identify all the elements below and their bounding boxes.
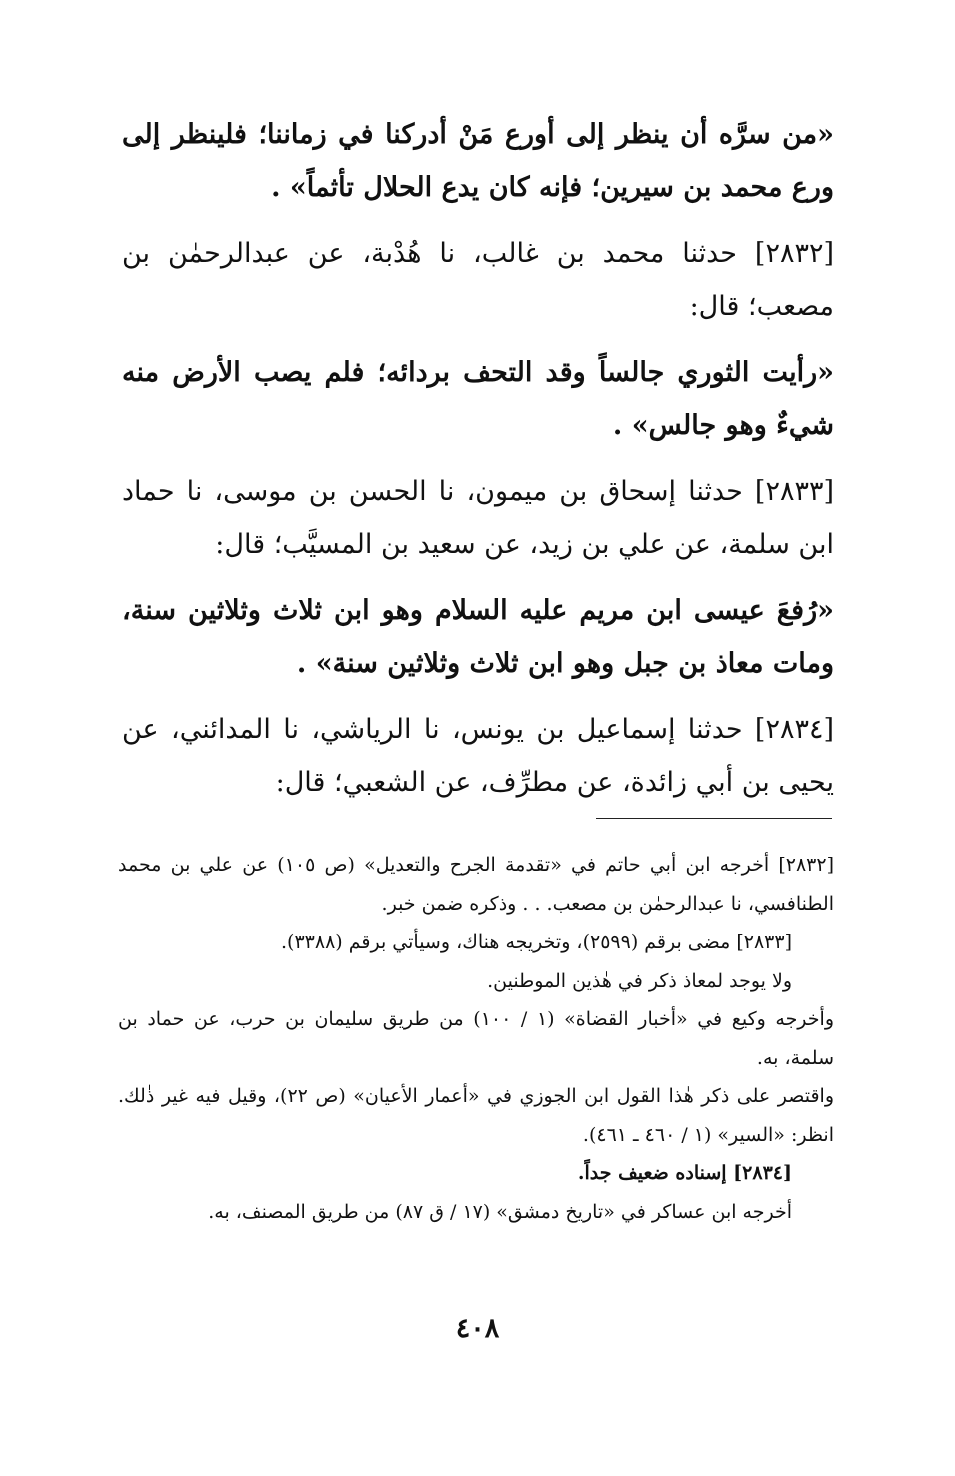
quote-paragraph: «رأيت الثوري جالساً وقد التحف بردائه؛ فلم يصب الأرض منه شيءٌ وهو جالس» . [122, 357, 834, 441]
footnote-2834: [٢٨٣٤] إسناده ضعيف جداً. [577, 1162, 792, 1184]
footnote-separator [596, 818, 832, 819]
footnote-2832: [٢٨٣٢] أخرجه ابن أبي حاتم في «تقدمة الجرح والتعديل» (ص ١٠٥) عن علي بن محمد الطنافسي، نا عبدالرحمٰن بن مصعب. . . وذكره ضمن خبر. [118, 854, 834, 915]
footnote-2833: [٢٨٣٣] مضى برقم (٢٥٩٩)، وتخريجه هناك، وسيأتي برقم (٣٣٨٨). [281, 931, 792, 953]
footnote-line: ولا يوجد لمعاذ ذكر في هٰذين الموطنين. [487, 969, 792, 992]
footnotes [118, 846, 834, 1231]
footnote-line: أخرجه ابن عساكر في «تاريخ دمشق» (١٧ / ق ٨٧) من طريق المصنف، به. [208, 1200, 792, 1223]
quote-paragraph: «رُفعَ عيسى ابن مريم عليه السلام وهو ابن ثلاث وثلاثين سنة، ومات معاذ بن جبل وهو ابن ثلاث وثلاثين سنة» . [122, 595, 834, 679]
footnote-line: وأخرجه وكيع في «أخبار القضاة» (١ / ١٠٠) من طريق سليمان بن حرب، عن حماد بن سلمة، به. [118, 1008, 834, 1069]
page-number: ٤٠٨ [455, 1313, 500, 1344]
main-text [122, 108, 834, 822]
narration-paragraph-2833: [٢٨٣٣] حدثنا إسحاق بن ميمون، نا الحسن بن موسى، نا حماد ابن سلمة، عن علي بن زيد، عن سعيد بن المسيَّب؛ قال: [122, 476, 834, 560]
narration-paragraph-2832: [٢٨٣٢] حدثنا محمد بن غالب، نا هُدْبة، عن عبدالرحمٰن بن مصعب؛ قال: [122, 238, 834, 322]
narration-paragraph-2834: [٢٨٣٤] حدثنا إسماعيل بن يونس، نا الرياشي، نا المدائني، عن يحيى بن أبي زائدة، عن مطرِّف، عن الشعبي؛ قال: [122, 714, 834, 798]
quote-paragraph: «من سرَّه أن ينظر إلى أورع مَنْ أدركنا في زماننا؛ فلينظر إلى ورع محمد بن سيرين؛ فإنه كان يدع الحلال تأثماً» . [122, 119, 834, 203]
footnote-line: واقتصر على ذكر هٰذا القول ابن الجوزي في «أعمار الأعيان» (ص ٢٢)، وقيل فيه غير ذٰلك. انظر: «السير» (١ / ٤٦٠ ـ ٤٦١). [118, 1085, 834, 1146]
